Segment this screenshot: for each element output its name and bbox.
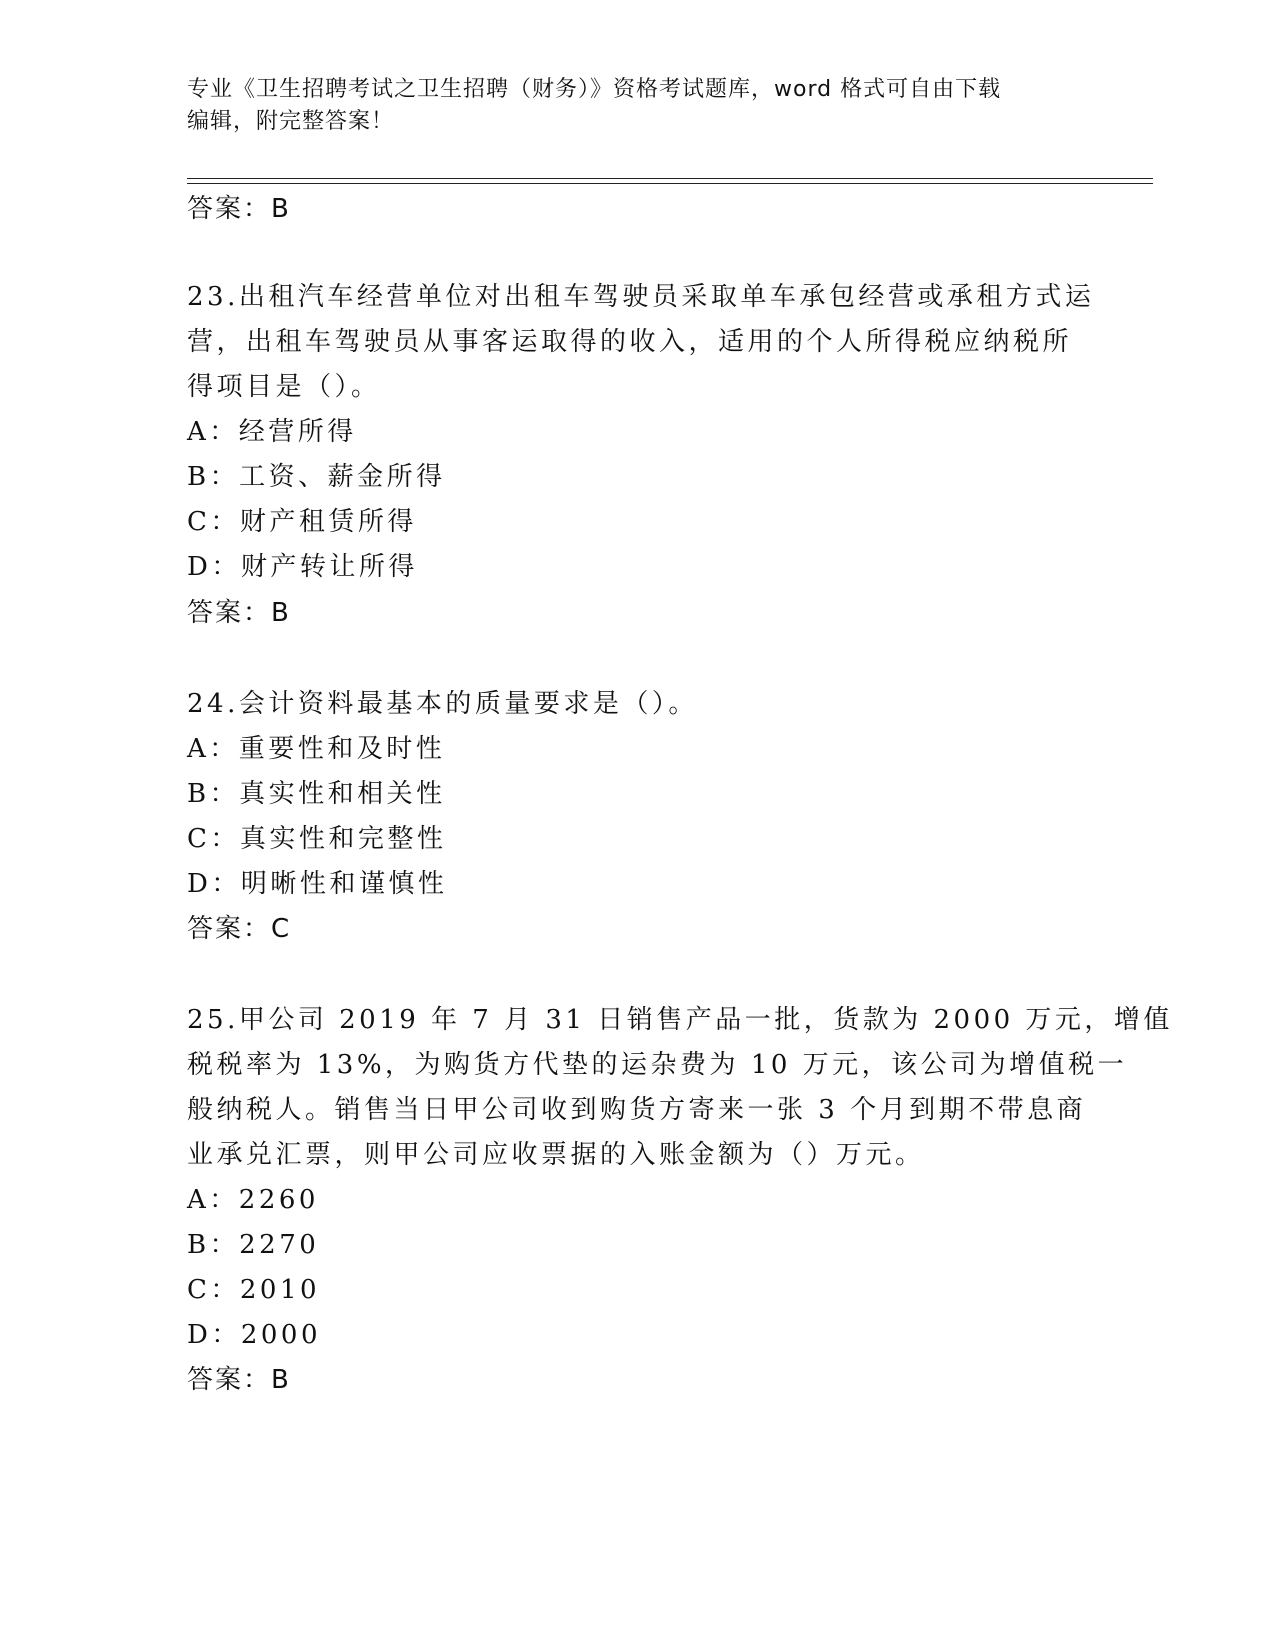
answer-line: 答案：B [187, 1365, 291, 1395]
question-text-line: 25.甲公司 2019 年 7 月 31 日销售产品一批，货款为 2000 万元，增值 [187, 1005, 1173, 1035]
option-b: B：真实性和相关性 [187, 779, 446, 809]
option-d: D：明晰性和谨慎性 [187, 869, 448, 899]
header-rule [187, 183, 1153, 184]
question-text-line: 23.出租汽车经营单位对出租车驾驶员采取单车承包经营或承租方式运 [187, 282, 1095, 312]
answer-line: 答案：B [187, 194, 291, 224]
header-line: 专业《卫生招聘考试之卫生招聘（财务）》资格考试题库，word 格式可自由下载 [187, 77, 1002, 102]
question-text-line: 24.会计资料最基本的质量要求是（）。 [187, 689, 698, 719]
option-a: A：经营所得 [187, 417, 357, 447]
option-d: D：2000 [187, 1320, 322, 1350]
header-line: 编辑，附完整答案！ [187, 109, 395, 134]
question-text-line: 税税率为 13%，为购货方代垫的运杂费为 10 万元，该公司为增值税一 [187, 1050, 1128, 1080]
option-b: B：工资、薪金所得 [187, 462, 446, 492]
question-text-line: 业承兑汇票，则甲公司应收票据的入账金额为（）万元。 [187, 1140, 925, 1170]
header-rule [187, 178, 1153, 179]
option-b: B：2270 [187, 1230, 320, 1260]
question-text-line: 营，出租车驾驶员从事客运取得的收入，适用的个人所得税应纳税所 [187, 327, 1073, 357]
option-c: C：2010 [187, 1275, 321, 1305]
option-a: A：2260 [187, 1185, 319, 1215]
answer-line: 答案：B [187, 598, 291, 628]
option-a: A：重要性和及时性 [187, 734, 446, 764]
option-c: C：真实性和完整性 [187, 824, 447, 854]
option-c: C：财产租赁所得 [187, 507, 417, 537]
answer-line: 答案：C [187, 914, 292, 944]
option-d: D：财产转让所得 [187, 552, 418, 582]
question-text-line: 得项目是（）。 [187, 372, 381, 402]
question-text-line: 般纳税人。销售当日甲公司收到购货方寄来一张 3 个月到期不带息商 [187, 1095, 1087, 1125]
document-header [187, 74, 1067, 138]
